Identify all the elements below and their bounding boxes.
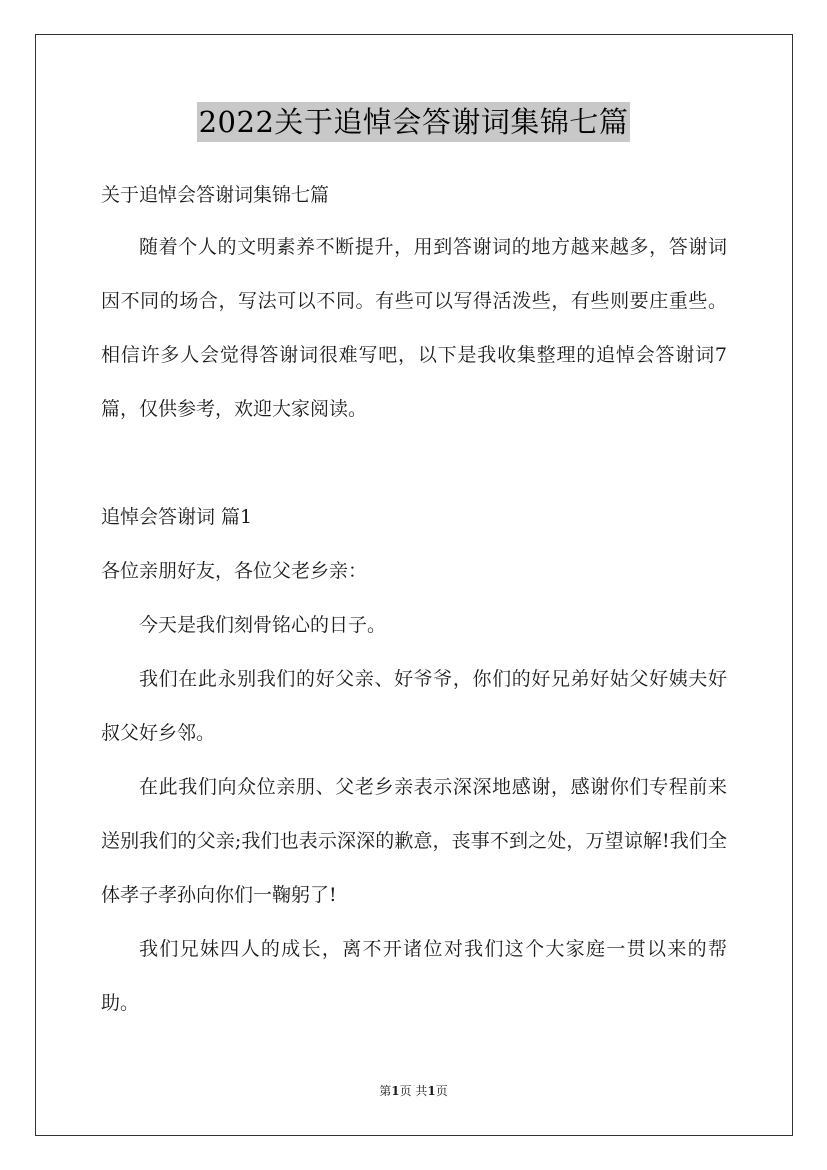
document-title-text: 2022关于追悼会答谢词集锦七篇 <box>197 102 631 142</box>
body-paragraph-3: 在此我们向众位亲朋、父老乡亲表示深深地感谢，感谢你们专程前来送别我们的父亲;我们也表示深深的歉意，丧事不到之处，万望谅解!我们全体孝子孝孙向你们一鞠躬了! <box>101 776 727 906</box>
footer-page-number: 1 <box>391 1084 400 1098</box>
footer-page-prefix: 第 <box>379 1084 392 1098</box>
section-heading: 追悼会答谢词 篇1 <box>101 506 253 528</box>
body-paragraph-2: 我们在此永别我们的好父亲、好爷爷，你们的好兄弟好姑父好姨夫好叔父好乡邻。 <box>101 668 727 744</box>
footer-page-mid: 页 共 <box>399 1084 428 1098</box>
document-subtitle: 关于追悼会答谢词集锦七篇 <box>101 184 330 206</box>
body-paragraph-1: 今天是我们刻骨铭心的日子。 <box>139 614 387 636</box>
document-title <box>0 102 827 142</box>
body-paragraph-4: 我们兄妹四人的成长，离不开诸位对我们这个大家庭一贯以来的帮助。 <box>101 938 727 1014</box>
footer-page-suffix: 页 <box>435 1084 448 1098</box>
greeting-line: 各位亲朋好友，各位父老乡亲： <box>101 560 368 582</box>
page-footer <box>0 1082 827 1099</box>
intro-paragraph: 随着个人的文明素养不断提升，用到答谢词的地方越来越多，答谢词因不同的场合，写法可以不同。有些可以写得活泼些，有些则要庄重些。相信许多人会觉得答谢词很难写吧，以下是我收集整理的追悼会答谢词7篇，仅供参考，欢迎大家阅读。 <box>101 236 727 420</box>
footer-total-pages: 1 <box>427 1084 436 1098</box>
